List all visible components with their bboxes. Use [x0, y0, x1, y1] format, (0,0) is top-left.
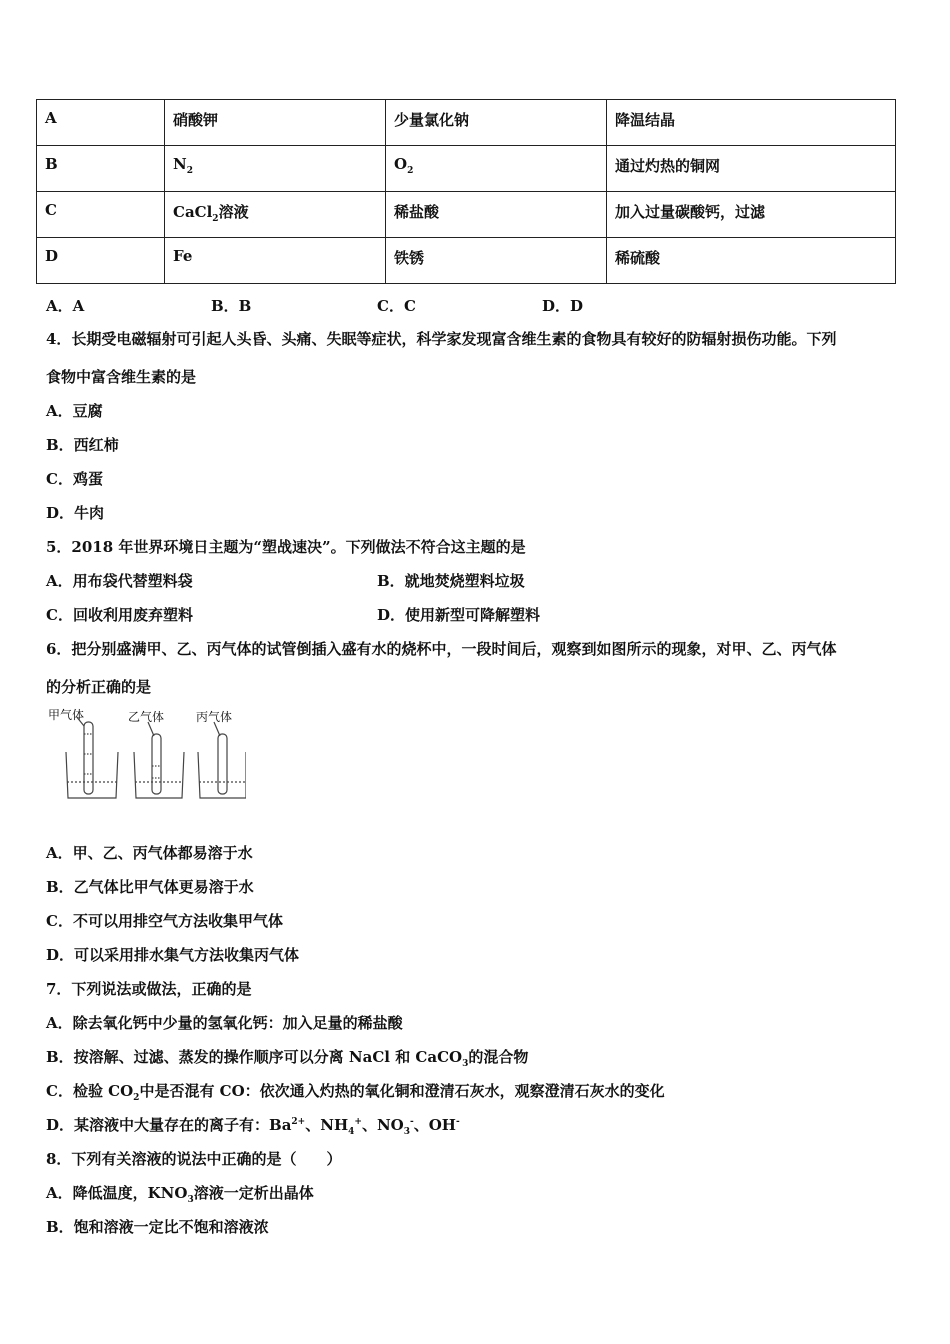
- question-5-option-b: B．就地焚烧塑料垃圾: [377, 572, 525, 590]
- question-5-option-d: D．使用新型可降解塑料: [377, 606, 541, 624]
- formula-subscript: 3: [187, 1195, 194, 1205]
- formula-subscript: 2: [407, 166, 414, 176]
- option-text: B．按溶解、过滤、蒸发的操作顺序可以分离 NaCl 和 CaCO: [46, 1048, 463, 1066]
- option-text: 的混合物: [468, 1048, 529, 1066]
- formula-subscript: 2: [133, 1093, 140, 1103]
- question-5-option-c: C．回收利用废弃塑料: [46, 606, 193, 624]
- question-7-option-a: A．除去氧化钙中少量的氢氧化钙：加入足量的稀盐酸: [46, 1014, 403, 1032]
- formula-text: O: [394, 155, 408, 173]
- table-row: [37, 238, 896, 284]
- formula-subscript: 2: [212, 214, 219, 224]
- formula-text: N: [173, 155, 187, 173]
- row-method: 稀硫酸: [607, 238, 896, 284]
- question-4-option-c: C．鸡蛋: [46, 470, 103, 488]
- row-substance: 硝酸钾: [165, 100, 386, 146]
- beakers-drawing: [46, 704, 246, 804]
- question-4-stem-line2: 食物中富含维生素的是: [46, 368, 197, 386]
- ion-charge: -: [455, 1117, 460, 1127]
- option-text: 、NH: [305, 1116, 349, 1134]
- option-text: 溶液一定析出晶体: [193, 1184, 314, 1202]
- formula-subscript: 3: [403, 1127, 410, 1137]
- question-8-option-b: B．饱和溶液一定比不饱和溶液浓: [46, 1218, 269, 1236]
- question-7-option-b: [46, 1046, 528, 1069]
- question-6-stem-line1: 6．把分别盛满甲、乙、丙气体的试管倒插入盛有水的烧杯中，一段时间后，观察到如图所示的现象，对甲、乙、丙气体: [46, 640, 837, 658]
- row-option: D: [37, 238, 165, 284]
- question-4-option-a: A．豆腐: [46, 402, 103, 420]
- question-7-option-c: [46, 1080, 665, 1103]
- question-5-option-a: A．用布袋代替塑料袋: [46, 572, 193, 590]
- row-option: C: [37, 192, 165, 238]
- row-method: 通过灼热的铜网: [607, 146, 896, 192]
- formula-text: CaCl: [173, 203, 213, 221]
- answer-choice-b: B．B: [211, 297, 252, 315]
- question-4-option-d: D．牛肉: [46, 504, 105, 522]
- answer-choice-a: A．A: [46, 297, 85, 315]
- question-8-option-a: [46, 1182, 314, 1205]
- row-method: 降温结晶: [607, 100, 896, 146]
- option-text: A．降低温度，KNO: [46, 1184, 188, 1202]
- row-impurity: 稀盐酸: [386, 192, 607, 238]
- question-8-stem: 8．下列有关溶液的说法中正确的是（ ）: [46, 1150, 342, 1168]
- option-text: 中是否混有 CO：依次通入灼热的氧化铜和澄清石灰水，观察澄清石灰水的变化: [139, 1082, 665, 1100]
- figure-label-bing: 丙气体: [196, 710, 233, 724]
- row-option: A: [37, 100, 165, 146]
- row-substance: [165, 192, 386, 238]
- question-6-option-b: B．乙气体比甲气体更易溶于水: [46, 878, 254, 896]
- table-row: [37, 146, 896, 192]
- row-impurity: 铁锈: [386, 238, 607, 284]
- formula-subscript: 2: [186, 166, 193, 176]
- row-impurity: 少量氯化钠: [386, 100, 607, 146]
- option-text: D．某溶液中大量存在的离子有：Ba: [46, 1116, 292, 1134]
- question-6-option-a: A．甲、乙、丙气体都易溶于水: [46, 844, 253, 862]
- question-4-option-b: B．西红柿: [46, 436, 119, 454]
- ion-charge: 2+: [291, 1117, 306, 1127]
- figure-label-yi: 乙气体: [128, 710, 165, 724]
- ion-charge: -: [409, 1117, 414, 1127]
- question-7-option-d: [46, 1114, 460, 1137]
- question-4-stem-line1: 4．长期受电磁辐射可引起人头昏、头痛、失眠等症状，科学家发现富含维生素的食物具有较好的防辐射损伤功能。下列: [46, 330, 837, 348]
- question-6-option-d: D．可以采用排水集气方法收集丙气体: [46, 946, 300, 964]
- answer-choice-d: D．D: [542, 297, 584, 315]
- table-row: [37, 100, 896, 146]
- question-6-stem-line2: 的分析正确的是: [46, 678, 152, 696]
- formula-subscript: 4: [348, 1127, 355, 1137]
- ion-charge: +: [354, 1117, 362, 1127]
- figure-label-jia: 甲气体: [48, 708, 85, 722]
- row-substance: [165, 146, 386, 192]
- option-text: C．检验 CO: [46, 1082, 134, 1100]
- row-substance: Fe: [165, 238, 386, 284]
- row-impurity: [386, 146, 607, 192]
- question-6-option-c: C．不可以用排空气方法收集甲气体: [46, 912, 283, 930]
- options-table: [36, 99, 896, 284]
- formula-subscript: 3: [462, 1059, 469, 1069]
- row-method: 加入过量碳酸钙，过滤: [607, 192, 896, 238]
- table-row: [37, 192, 896, 238]
- option-text: 、OH: [413, 1116, 456, 1134]
- formula-tail: 溶液: [218, 203, 249, 221]
- option-text: 、NO: [361, 1116, 404, 1134]
- row-option: B: [37, 146, 165, 192]
- answer-choice-c: C．C: [377, 297, 416, 315]
- gas-tubes-figure: [46, 704, 246, 804]
- question-7-stem: 7．下列说法或做法，正确的是: [46, 980, 252, 998]
- question-5-stem: 5．2018 年世界环境日主题为“塑战速决”。下列做法不符合这主题的是: [46, 538, 526, 556]
